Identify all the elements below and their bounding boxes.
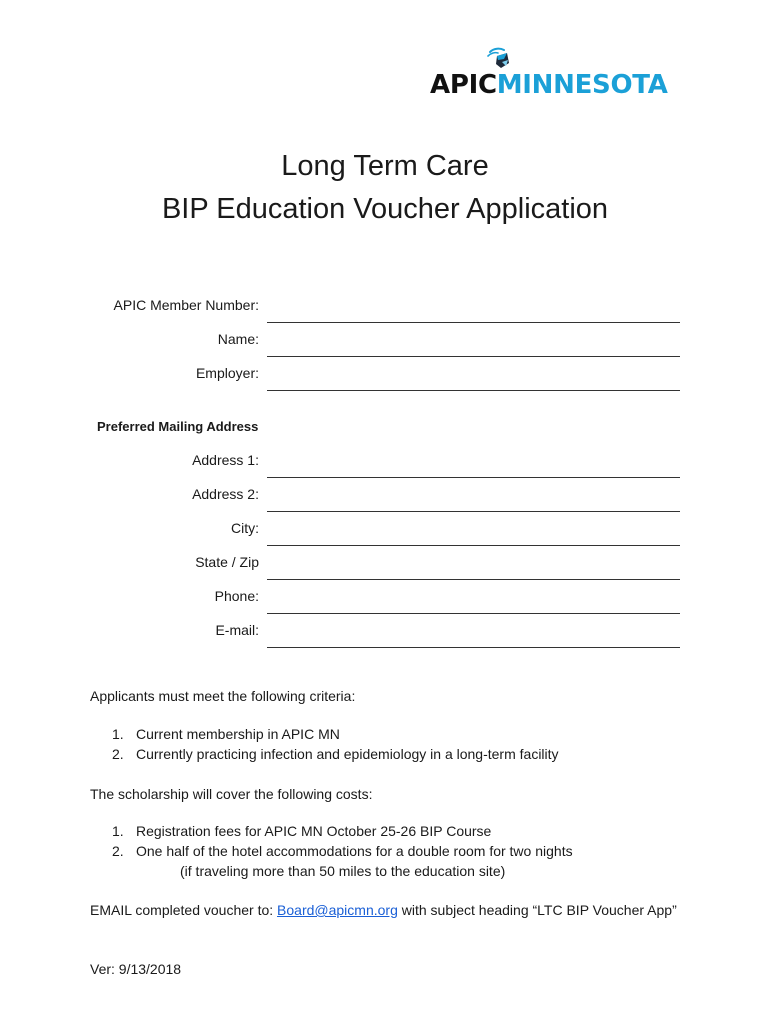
- member-number-label: APIC Member Number:: [113, 297, 259, 313]
- list-item-text: Registration fees for APIC MN October 25-26 BIP Course: [136, 823, 492, 839]
- address2-label: Address 2:: [192, 486, 259, 502]
- logo-text-minnesota: MINNESOTA: [496, 70, 668, 100]
- logo-text: [430, 68, 668, 102]
- email-label: E-mail:: [215, 622, 259, 638]
- list-item: [112, 821, 573, 841]
- member-number-field[interactable]: [267, 322, 680, 323]
- email-field[interactable]: [267, 647, 680, 648]
- email-instructions: [90, 901, 677, 919]
- list-item-text: One half of the hotel accommodations for a double room for two nights: [136, 843, 573, 859]
- state-zip-label: State / Zip: [195, 554, 259, 570]
- email-instructions-prefix: EMAIL completed voucher to:: [90, 902, 278, 918]
- list-item: [112, 744, 559, 764]
- document-title-line-1: Long Term Care: [281, 150, 489, 182]
- address1-label: Address 1:: [192, 452, 259, 468]
- apic-minnesota-logo: [430, 46, 690, 106]
- list-item: [112, 841, 573, 861]
- document-title-line-2: BIP Education Voucher Application: [161, 193, 609, 225]
- employer-field[interactable]: [267, 390, 680, 391]
- email-instructions-suffix: with subject heading “LTC BIP Voucher App”: [397, 902, 677, 918]
- list-item-number: 2.: [112, 746, 124, 762]
- list-item-text: Current membership in APIC MN: [136, 726, 340, 742]
- costs-intro: The scholarship will cover the following costs:: [90, 786, 373, 802]
- logo-text-apic: APIC: [430, 70, 497, 100]
- phone-field[interactable]: [267, 613, 680, 614]
- costs-list: [112, 821, 573, 861]
- address1-field[interactable]: [267, 477, 680, 478]
- employer-label: Employer:: [195, 365, 259, 381]
- phone-label: Phone:: [214, 588, 259, 604]
- criteria-intro: Applicants must meet the following criteria:: [90, 688, 356, 704]
- city-field[interactable]: [267, 545, 680, 546]
- list-item-number: 2.: [112, 843, 124, 859]
- board-email-link[interactable]: Board@apicmn.org: [277, 902, 398, 918]
- list-item: [112, 724, 559, 744]
- address2-field[interactable]: [267, 511, 680, 512]
- list-item-number: 1.: [112, 726, 124, 742]
- list-item-number: 1.: [112, 823, 124, 839]
- name-label: Name:: [217, 331, 259, 347]
- state-zip-field[interactable]: [267, 579, 680, 580]
- name-field[interactable]: [267, 356, 680, 357]
- criteria-list: [112, 724, 559, 764]
- costs-note: (if traveling more than 50 miles to the education site): [180, 863, 506, 879]
- city-label: City:: [231, 520, 259, 536]
- version-label: Ver: 9/13/2018: [90, 961, 182, 977]
- list-item-text: Currently practicing infection and epidemiology in a long-term facility: [136, 746, 559, 762]
- mailing-address-heading: Preferred Mailing Address: [97, 419, 259, 434]
